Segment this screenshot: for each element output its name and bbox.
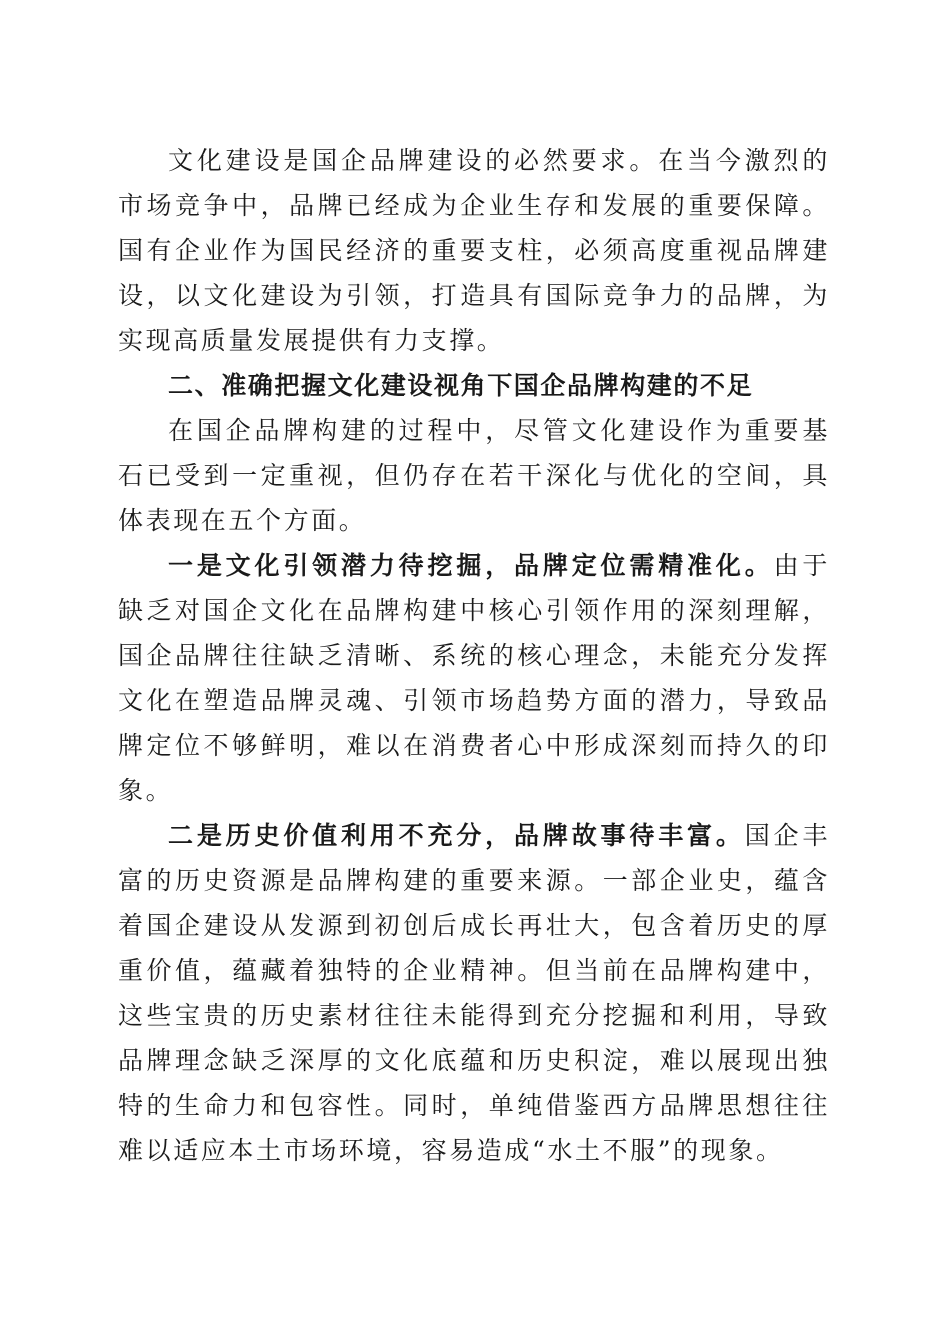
point-2-body: 国企丰富的历史资源是品牌构建的重要来源。一部企业史，蕴含着国企建设从发源到初创后成长再壮大，包含着历史的厚重价值，蕴藏着独特的企业精神。但当前在品牌构建中，这些宝贵的历史素材往往未能得到充分挖掘和利用，导致品牌理念缺乏深厚的文化底蕴和历史积淀，难以展现出独特的生命力和包容性。同时，单纯借鉴西方品牌思想往往难以适应本土市场环境，容易造成“水土不服”的现象。: [118, 821, 830, 1165]
document-body: [118, 138, 830, 1173]
paragraph-point-1: [118, 543, 830, 813]
point-1-lead: 一是文化引领潜力待挖掘，品牌定位需精准化。: [168, 551, 774, 580]
point-1-body: 由于缺乏对国企文化在品牌构建中核心引领作用的深刻理解，国企品牌往往缺乏清晰、系统的核心理念，未能充分发挥文化在塑造品牌灵魂、引领市场趋势方面的潜力，导致品牌定位不够鲜明，难以在消费者心中形成深刻而持久的印象。: [118, 551, 830, 805]
paragraph-culture-requirement: 文化建设是国企品牌建设的必然要求。在当今激烈的市场竞争中，品牌已经成为企业生存和发展的重要保障。国有企业作为国民经济的重要支柱，必须高度重视品牌建设，以文化建设为引领，打造具有国际竞争力的品牌，为实现高质量发展提供有力支撑。: [118, 146, 830, 355]
paragraph-point-2: [118, 813, 830, 1173]
point-2-lead: 二是历史价值利用不充分，品牌故事待丰富。: [168, 821, 745, 850]
section-heading-2: 二、准确把握文化建设视角下国企品牌构建的不足: [168, 371, 754, 400]
paragraph-intro-shortcomings: 在国企品牌构建的过程中，尽管文化建设作为重要基石已受到一定重视，但仍存在若干深化与优化的空间，具体表现在五个方面。: [118, 416, 830, 535]
